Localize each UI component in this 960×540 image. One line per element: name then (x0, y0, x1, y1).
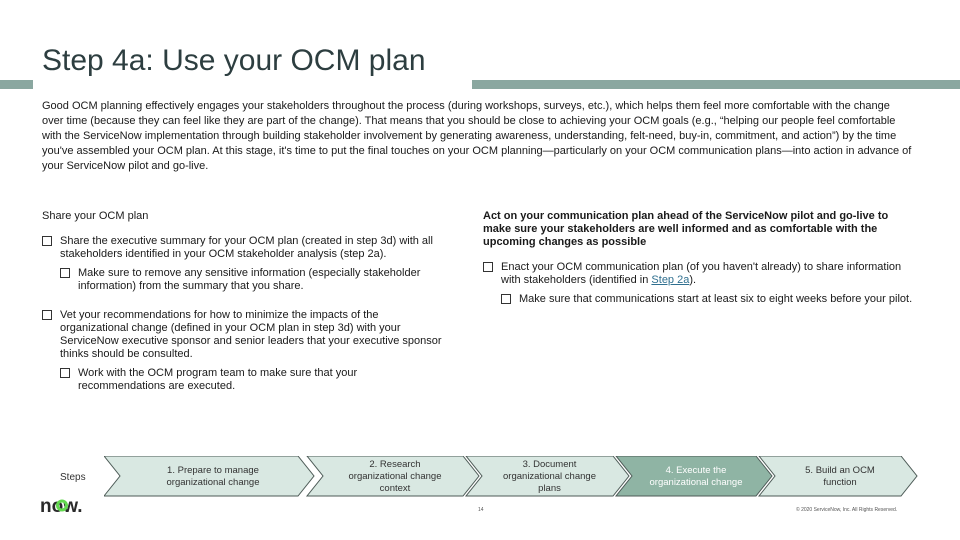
list-item: Make sure that communications start at least six to eight weeks before your pilot. (501, 293, 915, 306)
act-on-plan-heading: Act on your communication plan ahead of the ServiceNow pilot and go-live to make sure your stakeholders are well informed and as comfortable with the upcoming changes as possible (483, 210, 889, 248)
step-chevron-4 (616, 456, 772, 496)
checkbox-bullet-icon (501, 294, 511, 304)
title-underline-gap (0, 80, 472, 89)
intro-paragraph: Good OCM planning effectively engages your stakeholders throughout the process (during workshops, surveys, etc.), which helps them feel more comfortable with the change over time (because they can feel like they are part of the change). That means that you should be close to achieving your OCM goals (e.g., “helping our people feel comfortable with the ServiceNow implementation through building stakeholder involvement by generating awareness, understanding, felt-need, buy-in, commitment, and action”) by the time you've assembled your OCM plan. At this stage, it's time to put the final touches on your OCM planning—particularly on your OCM communication plans—into action in advance of your ServiceNow pilot and go-live. (42, 100, 912, 172)
act-on-plan-column (483, 210, 915, 312)
list-item: Make sure to remove any sensitive information (especially stakeholder information) from the summary that you share. (60, 267, 442, 293)
steps-chevrons (104, 456, 934, 498)
copyright-text: © 2020 ServiceNow, Inc. All Rights Reserved. (796, 507, 898, 513)
checkbox-bullet-icon (42, 236, 52, 246)
servicenow-logo (40, 496, 92, 516)
checkbox-bullet-icon (42, 310, 52, 320)
share-plan-column (42, 210, 442, 399)
title-underline-left (0, 80, 33, 89)
list-item: Work with the OCM program team to make sure that your recommendations are executed. (60, 367, 442, 393)
logo-wordmark: now. (40, 496, 83, 516)
page-number: 14 (478, 507, 484, 513)
checkbox-bullet-icon (60, 268, 70, 278)
step-label-5: 5. Build an OCM function (805, 465, 875, 488)
list-item: Vet your recommendations for how to minimize the impacts of the organizational change (defined in your OCM plan in step 3d) with your ServiceNow executive sponsor and senior leaders that your executive sponsor thinks should be consulted. (42, 309, 442, 361)
list-item: Share the executive summary for your OCM plan (created in step 3d) with all stakeholders identified in your OCM stakeholder analysis (step 2a). (42, 235, 442, 261)
step-label-3: 3. Document organizational change plans (503, 459, 596, 494)
step-chevron-5 (759, 456, 917, 496)
step-chevron-1 (104, 456, 314, 496)
step-label-2: 2. Research organizational change context (348, 459, 442, 494)
step-label-1: 1. Prepare to manage organizational change (166, 465, 260, 488)
list-item: Enact your OCM communication plan (of you haven't already) to share information with stakeholders (identified in Step 2a). (483, 261, 915, 287)
step-2a-link[interactable]: Step 2a (651, 274, 690, 286)
steps-label: Steps (60, 472, 86, 483)
page-title: Step 4a: Use your OCM plan (42, 44, 426, 77)
checkbox-bullet-icon (483, 262, 493, 272)
step-label-4: 4. Execute the organizational change (649, 465, 743, 488)
share-plan-heading: Share your OCM plan (42, 210, 149, 222)
checkbox-bullet-icon (60, 368, 70, 378)
steps-progress-bar (104, 456, 934, 503)
